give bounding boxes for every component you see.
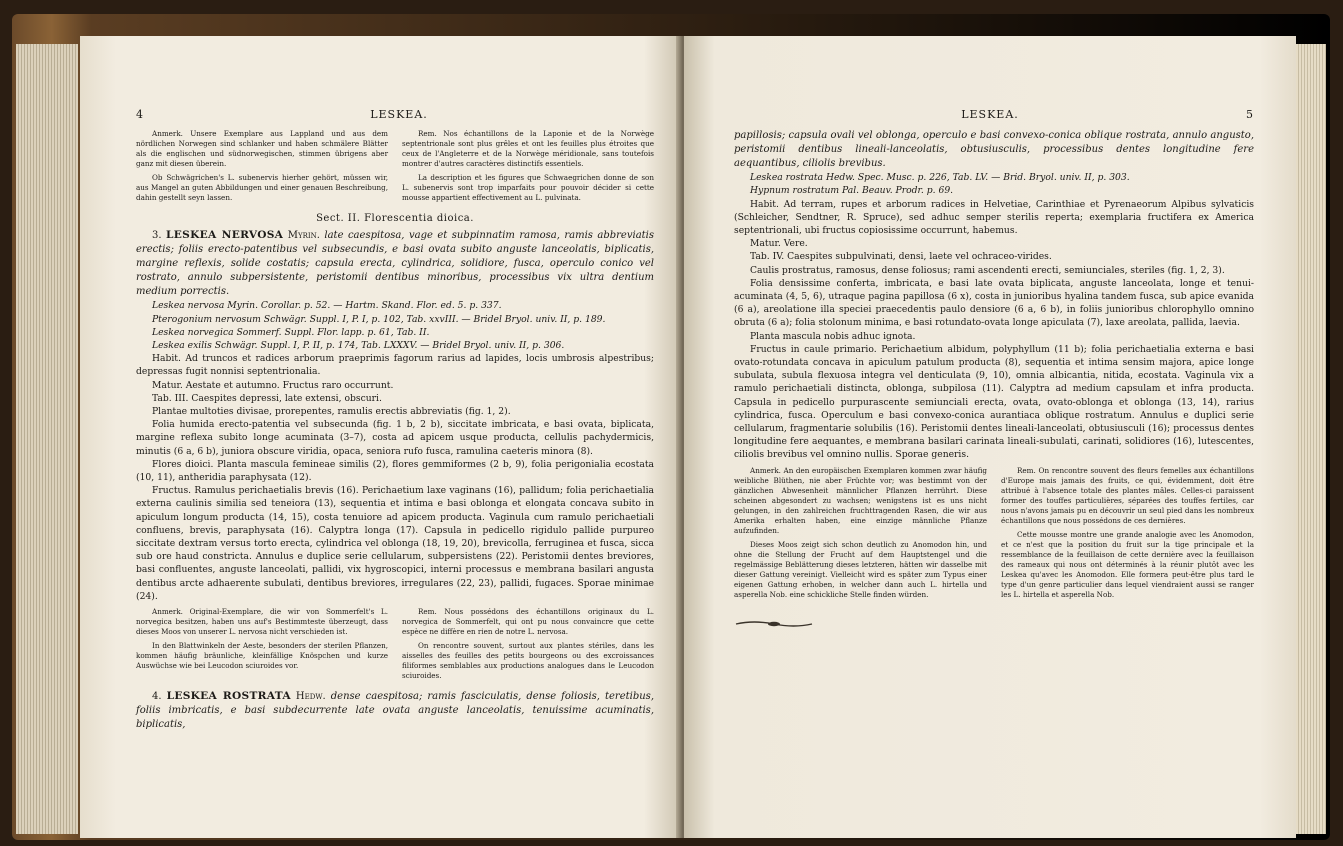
- remark-text: In den Blattwinkeln der Aeste, besonders der sterilen Pflanzen, kommen häufig bräunliche, kleinfällige Knöspchen und kurze Auswüchse wie bei Leucodon sciuroides vor.: [136, 641, 388, 671]
- left-running-head: [136, 108, 654, 121]
- plantae-description: Plantae multoties divisae, prorepentes, ramulis erectis abbreviatis (fig. 1, 2).: [152, 406, 511, 418]
- plate-description: Tab. III. Caespites depressi, late extensi, obscuri.: [152, 392, 382, 404]
- page-number: 4: [136, 108, 144, 121]
- plate-description: Tab. IV. Caespites subpulvinati, densi, laete vel ochraceo-virides.: [750, 251, 1052, 263]
- folia-description: Folia humida erecto-patentia vel subsecunda (fig. 1 b, 2 b), siccitate imbricata, e basi ovata, biplicata, margine reflexa subito longe acuminata (3–7), costa ad apicem usque producta, cellulis pachydermicis, minutis (6 a, 6 b), juniora obscure viridia, opaca, seniora rufo fusca, ramulina caeteris minora (8).: [136, 419, 654, 457]
- remark-text: Dieses Moos zeigt sich schon deutlich zu Anomodon hin, und ohne die Stellung der Frucht auf dem Hauptstengel und die regelmässige Beblätterung dieses letzteren, hätten wir dasselbe mit dieser Gattung vereinigt. Vielleicht wird es später zum Typus einer eigenen Gattung erhoben, in welcher dann auch L. hirtella und asperella Nob. eine schickliche Stelle finden würden.: [734, 539, 987, 599]
- synonym: Leskea rostrata Hedw. Spec. Musc. p. 226, Tab. LV. — Brid. Bryol. univ. II, p. 303.: [750, 172, 1130, 184]
- book-spread: [12, 14, 1330, 840]
- species-author: Myrin.: [287, 230, 320, 242]
- remark-text: Rem. Nos échantillons de la Laponie et de la Norwège septentrionale sont plus grêles et ont les feuilles plus étroites que ceux de l'Angleterre et de la Norwège méridionale, sans toutefois montrer d'autres caractères distinctifs essentiels.: [402, 129, 654, 169]
- right-running-head: [734, 108, 1254, 121]
- fructus-description: Fructus. Ramulus perichaetialis brevis (16). Perichaetium laxe vaginans (16), pallidum; folia perichaetialia externa caulinis similia sed teneiora (13), sequentia et intima e basi oblonga et elongata concava subito in apiculum longum producta (14, 15), costa tenuiore ad apicem producta. Vaginula cum ramulo perichaetiali confluens, brevis, paraphysata (16). Calyptra longa (17). Capsula in pedicello rigidulo pallide purpureo siccitate dextram versus torto erecta, cylindrica vel oblonga (18, 19, 20), brevicolla, ferruginea et fusca, sicca sub ore haud constricta. Annulus e duplice serie cellularum, subpersistens (22). Peristomii dentes breviores, basi confluentes, anguste lanceolati, pallidi, vix hygroscopici, interni processus e membrana basilari angusta dentibus arcte adhaerente subulati, dentibus breviores, irregulares (22, 23), pallidi, fugaces. Sporae minimae (24).: [136, 485, 654, 602]
- page-number: 5: [1246, 108, 1254, 121]
- species-number: 4.: [152, 691, 162, 703]
- left-page-edges: [16, 44, 78, 834]
- species-name: LESKEA ROSTRATA: [166, 690, 291, 703]
- synonym: Leskea norvegica Sommerf. Suppl. Flor. lapp. p. 61, Tab. II.: [152, 326, 430, 338]
- diagnosis-continuation: papillosis; capsula ovali vel oblonga, operculo e basi convexo-conica oblique rostrata, annulo angusto, peristomii dentibus lineali-lanceolatis, obtusiusculis, processibus dentes longitudine fere aequantibus, ciliolis brevibus.: [734, 130, 1254, 170]
- maturity: Matur. Aestate et autumno. Fructus raro occurrunt.: [152, 379, 394, 391]
- synonym: Leskea exilis Schwägr. Suppl. I, P. II, p. 174, Tab. LXXXV. — Bridel Bryol. univ. II, p. 306.: [152, 340, 565, 352]
- species-number: 3.: [152, 230, 162, 242]
- synonym: Pterogonium nervosum Schwägr. Suppl. I, P. I, p. 102, Tab. xxvIII. — Bridel Bryol. univ. II, p. 189.: [152, 313, 606, 325]
- synonym: Hypnum rostratum Pal. Beauv. Prodr. p. 69.: [750, 185, 954, 197]
- remark-french: [1001, 466, 1254, 604]
- remark-text: Rem. On rencontre souvent des fleurs femelles aux échantillons d'Europe mais jamais des fruits, ce qui, évidemment, doit être attribué à l'absence totale des plantes mâles. Celles-ci paraissent former des touffes particulières, séparées des touffes fertiles, car nous n'avons jamais pu en découvrir un seul pied dans les nombreux échantillons que nous possédons de ces dernières.: [1001, 465, 1254, 525]
- right-page: [684, 36, 1296, 838]
- species-author: Hedw.: [295, 691, 326, 703]
- remark-text: Rem. Nous possédons des échantillons originaux du L. norvegica de Sommerfelt, qui ont pu nous convaincre que cette espèce ne diffère en rien de notre L. nervosa.: [402, 607, 654, 637]
- species-name: LESKEA NERVOSA: [166, 229, 284, 242]
- species-entry: [136, 228, 654, 299]
- right-page-edges: [1296, 44, 1326, 834]
- species-entry: [136, 689, 654, 732]
- remark-text: Ob Schwägrichen's L. subenervis hierher gehört, müssen wir, aus Mangel an guten Abbildungen und einer genauen Beschreibung, dahin gestellt seyn lassen.: [136, 173, 388, 203]
- remark-text: Cette mousse montre une grande analogie avec les Anomodon, et ce n'est que la position du fruit sur la tige principale et la ressemblance de la feuillaison de cette dernière avec la feuillaison des rameaux qui nous ont déterminés à la réunir plutôt avec les Leskea qu'avec les Anomodon. Elle formera peut-être plus tard le type d'un genre particulier dans lequel viendraient aussi se ranger les L. hirtella et asperella Nob.: [1001, 529, 1254, 599]
- running-title: LESKEA.: [961, 108, 1019, 121]
- caulis-description: Caulis prostratus, ramosus, dense foliosus; rami ascendenti erecti, semiunciales, steriles (fig. 1, 2, 3).: [750, 264, 1225, 276]
- remark-german: [136, 607, 388, 685]
- remark-text: Anmerk. An den europäischen Exemplaren kommen zwar häufig weibliche Blüthen, nie aber Früchte vor; was bestimmt von der gänzlichen Abwesenheit männlicher Pflanzen herrührt. Diese scheinen abgesondert zu wachsen; wenigstens ist es uns nicht gelungen, in den zahlreichen fruchttragenden Rasen, die wir aus Amerika erhalten haben, eine einzige männliche Pflanze aufzufinden.: [734, 465, 987, 535]
- habitat: Habit. Ad terram, rupes et arborum radices in Helvetiae, Carinthiae et Pyrenaeorum Alpibus sylvaticis (Schleicher, Sendtner, R. Spruce), sed adhuc semper sterilis reperta; exemplaria fructifera ex America septentrionali, ubi fructus copiosissime occurrunt, habemus.: [734, 198, 1254, 237]
- planta-description: Planta mascula nobis adhuc ignota.: [750, 330, 916, 342]
- species-diagnosis: late caespitosa, vage et subpinnatim ramosa, ramis abbreviatis erectis; foliis erecto-patentibus vel subsecundis, e basi ovata subito anguste lanceolatis, biplicatis, margine reflexis, solide costatis; capsula erecta, cylindrica, solidiore, fusca, operculo conico vel rostrato, annulo subpersistente, peristomii dentibus minoribus, processibus vix ultra dentium medium porrectis.: [136, 230, 655, 298]
- section-heading: Sect. II. Florescentia dioica.: [316, 213, 474, 225]
- remark-block: [734, 466, 1254, 604]
- remark-french: [402, 129, 654, 207]
- species-diagnosis: dense caespitosa; ramis fasciculatis, dense foliosis, teretibus, foliis imbricatis, e basi subdecurrente late ovata anguste lanceolatis, tenuissime acuminatis, biplicatis,: [136, 691, 654, 731]
- remark-german: [734, 466, 987, 604]
- running-title: LESKEA.: [370, 108, 428, 121]
- remark-french: [402, 607, 654, 685]
- remark-text: La description et les figures que Schwaegrichen donne de son L. subenervis sont trop imparfaits pour pouvoir décider si cette mousse appartient effectivement au L. pulvinata.: [402, 173, 654, 203]
- remark-text: Anmerk. Original-Exemplare, die wir von Sommerfelt's L. norvegica besitzen, haben uns auf's Bestimmteste überzeugt, dass dieses Moos von unserer L. nervosa nicht verschieden ist.: [136, 607, 388, 637]
- flores-description: Flores dioici. Planta mascula femineae similis (2), flores gemmiformes (2 b, 9), folia perigonialia ecostata (10, 11), antheridia paraphysata (12).: [136, 458, 654, 484]
- habitat: Habit. Ad truncos et radices arborum praeprimis fagorum rarius ad lapides, locis umbrosis alpestribus; depressas fugit nonnisi septentrionalia.: [136, 353, 654, 378]
- remark-text: Anmerk. Unsere Exemplare aus Lappland und aus dem nördlichen Norwegen sind schlanker und haben schmälere Blätter als die englischen und südnorwegischen, stimmen übrigens aber ganz mit diesen überein.: [136, 129, 388, 169]
- fructus-description: Fructus in caule primario. Perichaetium albidum, polyphyllum (11 b); folia perichaetialia externa e basi ovato-rotundata concava in apiculum patulum producta (8), sequentia et intima sensim majora, apice longe subulata, subula flexuosa integra vel denticulata (9, 10), omnia albicantia, nitida, ecostata. Vaginula vix a ramulo perichaetiali distincta, oblonga, subpilosa (11). Calyptra ad medium capsulam et infra producta. Capsula in pedicello purpurascente semiunciali erecta, ovata, ovato-oblonga et oblonga (13, 14), rarius cylindrica, fusca. Operculum e basi convexo-conica aurantiaca oblique rostratum. Annulus e duplici serie cellularum, fragmentarie solubilis (16). Peristomii dentes lineali-lanceolati, obtusiusculi (16); processus dentes longitudine fere aequantes, e membrana basilari carinata lineali-subulati, carinati, solidiores (16), lutescentes, ciliolis brevibus vel omnino nullis. Sporae generis.: [734, 343, 1254, 461]
- left-page: [80, 36, 680, 838]
- remark-german: [136, 129, 388, 207]
- synonym: Leskea nervosa Myrin. Corollar. p. 52. — Hartm. Skand. Flor. ed. 5. p. 337.: [152, 300, 502, 312]
- remark-block: [136, 129, 654, 207]
- maturity: Matur. Vere.: [750, 238, 808, 250]
- remark-text: On rencontre souvent, surtout aux plantes stériles, dans les aisselles des feuilles des petits bourgeons ou des excroissances filiformes semblables aux productions analogues dans le Leucodon sciuroides.: [402, 641, 654, 681]
- ornament-divider-icon: [734, 620, 814, 628]
- folia-description: Folia densissime conferta, imbricata, e basi late ovata biplicata, anguste lanceolata, longe et tenui-acuminata (4, 5, 6), utraque pagina papillosa (6 x), costa in junioribus hyalina tandem fusca, sub apice evanida (6 a), areolatione illa speciei praecedentis paulo densiore (6 a, 6 b), in foliis junioribus chlorophyllo omnino obruta (6 a); folia stolonum minima, e basi rotundato-ovata longe apiculata (7), laxe areolata, pallida, laevia.: [734, 277, 1254, 329]
- remark-block: [136, 607, 654, 685]
